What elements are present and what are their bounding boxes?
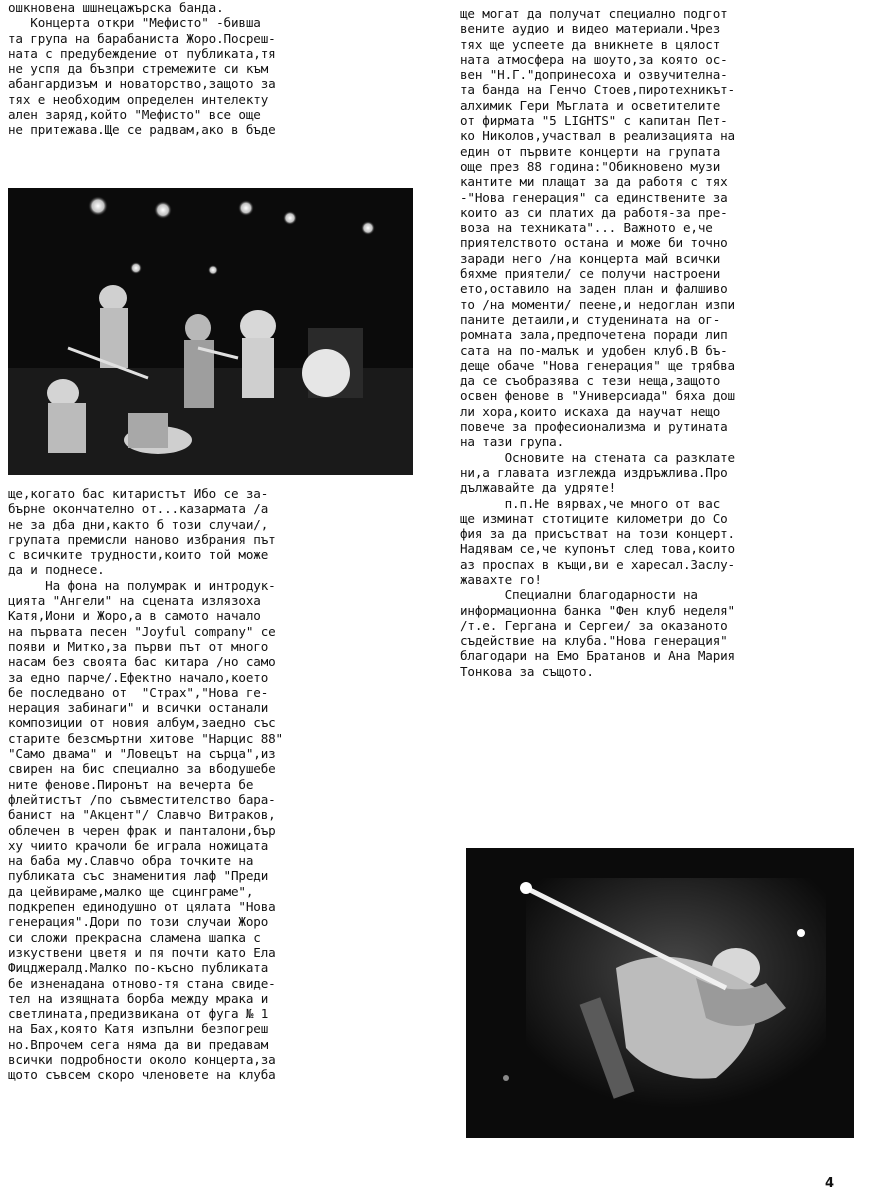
text-line: да се съобразява с тези неща,защото [460,373,721,389]
text-line: генерация".Дори по този случаи Жоро [8,914,269,930]
text-line: освен феновe в "Универсиада" бяха дош [460,388,735,404]
text-line: повече за професионализма и рутината [460,419,728,435]
text-line: си сложи прекрасна сламена шапка с [8,929,261,945]
text-line: композиции от новия албум,заедно със [8,715,276,731]
concert-stage-photo [8,188,413,475]
text-line: ще изминат стотиците километри до Со [460,510,728,526]
text-line: ален заряд,който "Мефисто" все още [8,107,261,123]
text-line: то /на моменти/ пеене,и недоглан изпи [460,296,735,312]
text-line: да цейвираме,малко ще сцинграме", [8,883,254,899]
text-line: Фицджералд.Малко по-късно публиката [8,960,269,976]
text-line: не за дба дни,както б този случаи/, [8,516,269,532]
text-line: приятелството остана и може би точно [460,235,728,251]
text-line: да и поднесе. [8,562,105,578]
text-line: Основите на стената са разклате [460,449,735,465]
text-line: но.Впрочем сега няма да ви предавам [8,1036,269,1052]
text-line: паните детаили,и студенината на ог- [460,311,721,327]
text-line: ко Николов,участвал в реализацията на [460,128,735,144]
text-line: алхимик Гери Мъглата и осветителите [460,97,721,113]
text-line: ще,когато бас китаристът Ибо се за- [8,486,269,501]
text-line: сата на по-малък и удобен клуб.В бъ- [460,342,728,358]
text-line: ли хора,които искаха да научат нещо [460,403,721,419]
text-line: благодари на Емо Братанов и Ана Мария [460,648,735,664]
text-line: информационна банка "Фен клуб неделя" [460,602,735,618]
text-line: тях е необходим определен интелекту [8,91,269,107]
text-line: Концерта откри "Мефисто" -бивша [8,15,261,31]
text-line: ните фенове.Пиронът на вечерта бе [8,776,254,792]
text-line: цията "Ангели" на сцената излязоха [8,593,261,609]
text-line: на баба му.Славчо обра точките на [8,853,254,869]
text-line: за едно парче/.Ефектно начало,което [8,669,269,685]
text-line: не успя да бъзпри стремежите си към [8,61,269,77]
text-line: бе изненадана отново-тя стана свиде- [8,975,276,991]
text-line: групата премисли наново избрания път [8,531,276,547]
text-line: Тонкова за същото. [460,663,594,679]
text-line: жавахте го! [460,571,542,587]
text-line: На фона на полумрак и интродук- [8,577,276,593]
text-line: Катя,Иони и Жоро,а в самото начало [8,608,261,624]
text-line: публиката със знаменития лаф "Преди [8,868,269,884]
text-line: не притежава.Ще се радвам,ако в бъде [8,122,276,138]
text-line: които аз си платих да работя-за пре- [460,204,728,220]
text-line: бе последвано от "Страх","Нова ге- [8,684,269,700]
text-line: облечен в черен фрак и панталони,бър [8,822,276,838]
left-column-bottom-text [8,486,428,1083]
text-line: свирен на бис специално за вбодушебе [8,761,276,777]
text-line: бяхме приятели/ се получи настроени [460,266,721,282]
text-line: банист на "Акцент"/ Славчо Витраков, [8,807,276,823]
text-line: п.п.Не вярвах,че много от вас [460,495,721,511]
text-line: вен "Н.Г."допринесоха и озвучителна- [460,67,728,83]
text-line: с всичките трудности,които той може [8,547,269,563]
text-line: подкрепен единодушно от цялата "Нова [8,899,276,915]
text-line: бърне окончателно от...казармата /а [8,501,269,517]
text-line: на Бах,която Катя изпълни безпогреш [8,1021,269,1037]
text-line: ната с предубеждение от публиката,тя [8,45,276,61]
text-line: "Само двама" и "Ловецът на сърца",из [8,746,276,762]
text-line: та банда на Генчо Стоев,пиротехникът- [460,82,735,98]
text-line: флейтистът /по съвместителство бара- [8,791,276,807]
text-line: нерация забинаги" и всички останали [8,700,269,716]
text-line: ще могат да получат специално подгот [460,6,728,21]
text-line: появи и Митко,за първи път от много [8,638,269,654]
text-line: ошкновена шшнецажърска банда. [8,0,224,15]
text-line: съдействие на клуба."Нова генерация" [460,633,728,649]
text-line: тел на изящната борба между мрака и [8,990,269,1006]
text-line: старите безсмъртни хитове "Нарцис 88" [8,730,283,746]
text-line: ромната зала,предпочетена поради лип [460,327,728,343]
text-line: един от първите концерти на групата [460,143,721,159]
left-column-top-text [8,0,428,138]
text-line: деще обаче "Нова генерация" ще трябва [460,357,735,373]
text-line: на първата песен "Joyful company" се [8,623,276,639]
text-line: ни,а главата изглежда издръжлива.Про [460,464,728,480]
text-line: на тази група. [460,434,565,450]
text-line: ната атмосфера на шоуто,за която ос- [460,51,728,67]
text-line: вените аудио и видео материали.Чрез [460,21,721,37]
text-line: кантите ми плащат за да работя с тях [460,174,728,190]
text-line: воза на техниката"... Важното е,че [460,220,713,236]
text-line: абангардизъм и новаторство,защото за [8,76,276,92]
text-line: -"Нова генерация" са единствените за [460,189,728,205]
text-line: ху чиито крачоли бе играла ножицата [8,837,269,853]
text-line: светлината,предизвикана от фуга № 1 [8,1006,269,1022]
text-line: тях ще успеете да вникнете в цялост [460,36,721,52]
text-line: щото съвсем скоро членовете на клуба [8,1067,276,1083]
text-line: та група на барабаниста Жоро.Посреш- [8,30,276,46]
text-line: ето,оставило на заден план и фалшиво [460,281,728,297]
text-line: от фирмата "5 LIGHTS" с капитан Пет- [460,113,728,129]
text-line: фия за да присъстват на този концерт. [460,526,735,542]
text-line: Надявам се,че купонът след това,които [460,541,735,557]
text-line: заради него /на концерта май всички [460,250,721,266]
text-line: насам без своята бас китара /но само [8,654,276,670]
text-line: аз проспах в къщи,ви е харесал.Заслу- [460,556,735,572]
text-line: Специални благодарности на [460,587,698,603]
text-line: всички подробности около концерта,за [8,1051,276,1067]
guitarist-performing-photo [466,848,854,1138]
text-line: изкуствени цветя и пя почти като Ела [8,944,276,960]
text-line: дължавайте да удряте! [460,480,617,496]
text-line: /т.е. Гергана и Сергеи/ за оказаното [460,617,728,633]
text-line: още през 88 година:"Обикновено музи [460,158,721,174]
page-number: 4 [824,1176,834,1191]
right-column-text [460,6,880,679]
